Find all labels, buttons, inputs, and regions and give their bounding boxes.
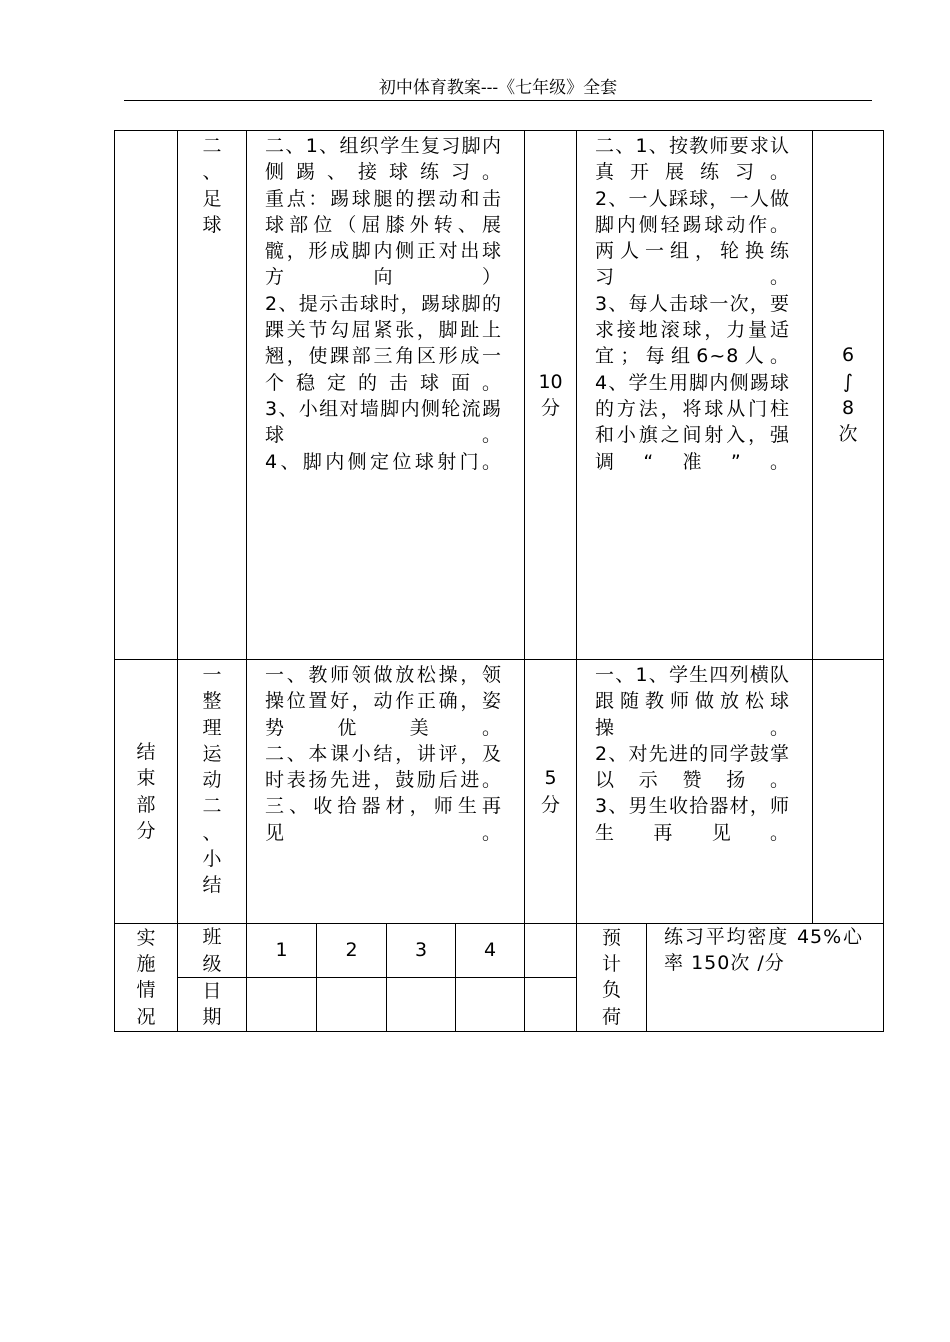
teacher-paragraph: 二、本课小结，讲评，及时表扬先进，鼓励后进。 <box>265 742 503 792</box>
student-paragraph: 4、学生用脚内侧踢球的方法，将球从门柱和小旗之间射入，强调“准”。 <box>595 371 791 473</box>
date-cell <box>456 978 525 1032</box>
date-cell <box>317 978 387 1032</box>
student-activity-cell <box>577 660 813 924</box>
topic-cell-cooldown: 一 整 理 运 动 二 、 小 结 <box>178 660 247 924</box>
date-cell <box>387 978 456 1032</box>
empty-cell <box>525 924 577 978</box>
teacher-paragraph: 三、收拾器材，师生再见。 <box>265 795 503 844</box>
lesson-plan-table <box>114 130 884 1032</box>
topic-cell-football: 二 、 足 球 <box>178 131 247 660</box>
student-paragraph: 二、1、按教师要求认真开展练习。 <box>595 135 791 184</box>
load-description-text: 练习平均密度 45%心率 150次 /分 <box>664 926 864 975</box>
teacher-activity-cell <box>247 131 525 660</box>
teacher-paragraph: 4、脚内侧定位球射门。 <box>265 450 503 473</box>
ending-row <box>115 660 884 924</box>
class-number-cell: 3 <box>387 924 456 978</box>
header-divider <box>124 100 872 101</box>
repetition-count-cell <box>813 660 884 924</box>
football-row <box>115 131 884 660</box>
student-activity-cell <box>577 131 813 660</box>
load-label-cell: 预 计 负 荷 <box>577 924 647 1032</box>
class-number-cell: 1 <box>247 924 317 978</box>
teacher-activity-cell <box>247 660 525 924</box>
date-label-cell: 日 期 <box>178 978 247 1032</box>
date-cell <box>247 978 317 1032</box>
teacher-paragraph: 二、1、组织学生复习脚内侧踢、接球练习。 <box>265 135 503 184</box>
implementation-row-class <box>115 924 884 978</box>
page-header-title: 初中体育教案---《七年级》全套 <box>378 78 618 98</box>
student-paragraph: 2、一人踩球，一人做脚内侧轻踢球动作。两人一组，轮换练习。 <box>595 187 791 289</box>
empty-cell <box>525 978 577 1032</box>
time-cell: 5 分 <box>525 660 577 924</box>
teacher-paragraph: 2、提示击球时，踢球脚的踝关节勾屈紧张，脚趾上翘，使踝部三角区形成一个稳定的击球面。 <box>265 292 503 394</box>
student-paragraph: 3、每人击球一次，要求接地滚球，力量适宜；每组6~8人。 <box>595 292 791 368</box>
teacher-paragraph: 重点：踢球腿的摆动和击球部位（屈膝外转、展髋，形成脚内侧正对出球方向） <box>265 187 503 289</box>
class-label-cell: 班 级 <box>178 924 247 978</box>
teacher-paragraph: 3、小组对墙脚内侧轮流踢球。 <box>265 397 503 447</box>
repetition-count-cell: 6 ∫ 8 次 <box>813 131 884 660</box>
teacher-paragraph: 一、教师领做放松操，领操位置好，动作正确，姿势优美。 <box>265 664 503 739</box>
load-description-cell <box>647 924 884 1032</box>
section-cell-ending: 结 束 部 分 <box>115 660 178 924</box>
time-cell: 10 分 <box>525 131 577 660</box>
student-paragraph: 一、1、学生四列横队跟随教师做放松球操。 <box>595 664 791 739</box>
student-paragraph: 3、男生收拾器材，师生再见。 <box>595 795 791 844</box>
student-paragraph: 2、对先进的同学鼓掌以示赞扬。 <box>595 742 791 792</box>
section-cell-empty <box>115 131 178 660</box>
class-number-cell: 2 <box>317 924 387 978</box>
class-number-cell: 4 <box>456 924 525 978</box>
section-cell-implementation: 实 施 情 况 <box>115 924 178 1032</box>
